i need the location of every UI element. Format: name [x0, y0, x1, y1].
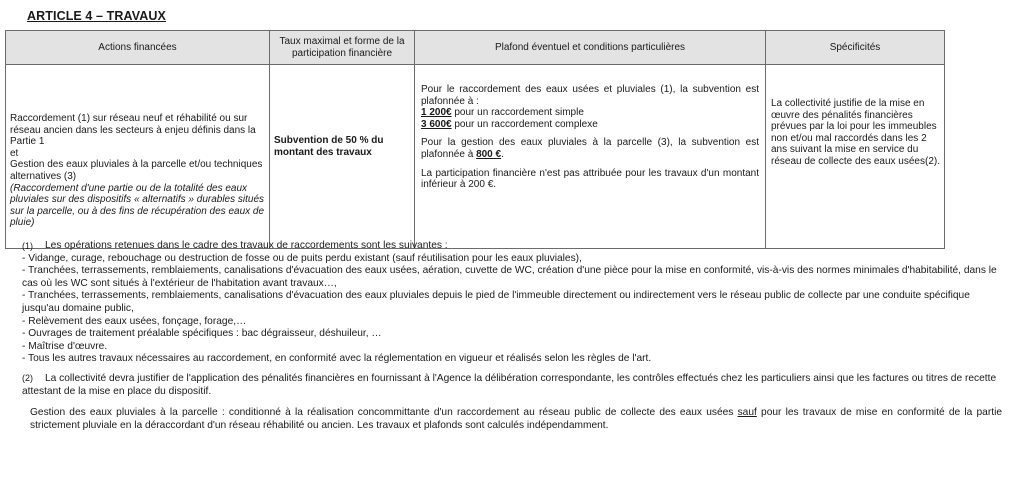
plafond-gestion-end: .	[501, 148, 504, 160]
actions-raccordement: Raccordement (1) sur réseau neuf et réhabilité ou sur réseau ancien dans les secteurs à enjeu définis dans la Partie 1	[10, 113, 256, 148]
plafond-block-1	[421, 84, 759, 130]
footnote-1-number: (1)	[22, 241, 33, 251]
actions-gestion: Gestion des eaux pluviales à la parcelle et/ou techniques alternatives (3)	[10, 159, 263, 182]
list-item: - Vidange, curage, rebouchage ou destruction de fosse ou de puits perdu existant (sauf réutilisation pour les eaux pluviales),	[22, 252, 582, 264]
footnote-2-number: (2)	[22, 372, 33, 383]
plafond-amount-simple: 1 200€	[421, 107, 452, 119]
gestion-sauf: sauf	[737, 407, 757, 419]
plafond-gestion-amount: 800 €	[476, 148, 502, 160]
list-item: - Maîtrise d'œuvre.	[22, 340, 108, 352]
plafond-block-2	[421, 137, 759, 160]
article-title: ARTICLE 4 – TRAVAUX	[27, 9, 166, 23]
plafond-participation: La participation financière n'est pas attribuée pour les travaux d'un montant inférieur à 200 €.	[421, 167, 759, 191]
specificites-text: La collectivité justifie de la mise en œuvre des pénalités financières prévues par la loi pour les immeubles non et/ou mal raccordés dans les 2 ans suivant la mise en service du réseau de collecte des eaux usées(2).	[771, 98, 940, 167]
footnote-1-list	[22, 253, 1002, 366]
header-taux: Taux maximal et forme de la participation financière	[270, 31, 415, 65]
table-header-row	[6, 31, 945, 65]
footnotes	[22, 240, 1002, 432]
table-row	[6, 65, 945, 249]
plafond-gestion-text: Pour la gestion des eaux pluviales à la parcelle (3), la subvention est plafonnée à	[421, 137, 759, 160]
gestion-before: Gestion des eaux pluviales à la parcelle : conditionné à la réalisation concommittante d'un raccordement au réseau public de collecte des eaux usées	[30, 407, 738, 419]
footnote-1	[22, 240, 1002, 253]
gestion-paragraph	[22, 407, 1002, 432]
list-item: - Tranchées, terrassements, remblaiements, canalisations d'évacuation des eaux pluviales depuis le pied de l'immeuble directement ou indirectement vers le réseau public de collecte par une conduite spécifique jusqu'au domaine public,	[22, 290, 970, 314]
list-item: - Tranchées, terrassements, remblaiements, canalisations d'évacuation des eaux usées, aération, cuvette de WC, création d'une pièce pour la mise en conformité, vis-à-vis des normes minimales d'habitabilité, dans le cas où les WC sont situés à l'extérieur de l'habitation avant travaux…,	[22, 265, 997, 289]
list-item: - Tous les autres travaux nécessaires au raccordement, en conformité avec la réglementation en vigueur et réalisés selon les règles de l'art.	[22, 353, 652, 365]
financing-table	[5, 30, 945, 249]
taux-text: Subvention de 50 % du montant des travaux	[274, 135, 384, 158]
plafond-intro: Pour le raccordement des eaux usées et pluviales (1), la subvention est plafonnée à :	[421, 84, 759, 107]
plafond-amount-simple-text: pour un raccordement simple	[451, 107, 584, 119]
plafond-amount-complexe-text: pour un raccordement complexe	[451, 118, 598, 130]
gestion-after: pour les travaux de mise en conformité de la partie strictement pluviale en la déraccordant d'un réseau réhabilité ou ancien. Les travaux et plafonds sont calculés indépendamment.	[30, 407, 1002, 431]
footnote-2-text: La collectivité devra justifier de l'application des pénalités financières en fournissant à l'Agence la délibération correspondante, les contrôles effectués chez les particuliers ainsi que les factures ou titres de recette attestant de la mise en place du dispositif.	[22, 372, 997, 397]
cell-taux	[270, 65, 415, 249]
actions-italic-note: (Raccordement d'une partie ou de la totalité des eaux pluviales sur des dispositifs « alternatifs » durables situés sur la parcelle, ou à des fins de récupération des eaux de pluie)	[10, 182, 265, 229]
actions-et: et	[10, 147, 19, 159]
footnote-2	[22, 372, 1002, 398]
footnote-1-intro: Les opérations retenues dans le cadre des travaux de raccordements sont les suivantes :	[45, 240, 448, 251]
cell-plafond	[415, 65, 766, 249]
plafond-amount-complexe: 3 600€	[421, 118, 452, 130]
header-actions: Actions financées	[6, 31, 270, 65]
header-plafond: Plafond éventuel et conditions particulières	[415, 31, 766, 65]
list-item: - Relèvement des eaux usées, fonçage, forage,…	[22, 315, 247, 327]
cell-actions	[6, 65, 270, 249]
cell-specificites	[766, 65, 945, 249]
header-specificites: Spécificités	[766, 31, 945, 65]
list-item: - Ouvrages de traitement préalable spécifiques : bac dégraisseur, déshuileur, …	[22, 328, 382, 340]
